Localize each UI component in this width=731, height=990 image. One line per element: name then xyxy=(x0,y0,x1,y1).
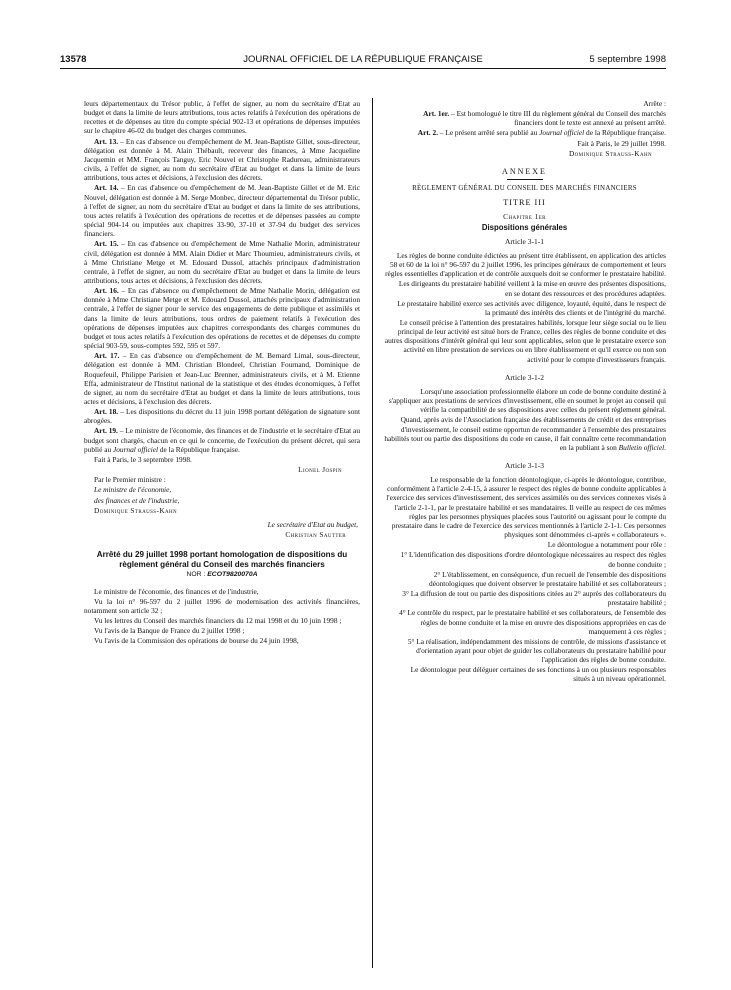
article-19 xyxy=(84,426,360,453)
role-item-2: 2° L'établissement, en conséquence, d'un recueil de l'ensemble des dispositions déontologiques que doivent observer le prestataire habilité et ses collaborateurs ; xyxy=(429,569,666,588)
header-rule xyxy=(60,68,666,69)
role-item-4: 4° Le contrôle du respect, par le prestataire habilité et ses collaborateurs, de l'ensemble des règles de bonne conduite et la mise en œuvre des dispositions appropriées en cas de manquement à ces règles ; xyxy=(399,608,666,636)
article-1 xyxy=(383,109,666,127)
article-text: – En cas d'absence ou d'empêchement de M. Jean-Baptiste Gillet, sous-directeur, délégation est donnée à M. Alain Thébault, receveur des finances, à Mme Jacqueline Jacquemin et MM. François Tanguy, Eric Nouvel et Christophe Radureau, administrateurs civils, à l'effet de signer, au nom du secrétaire d'Etat au budget et dans la limite de leurs attributions, tous actes et décisions, à l'exclusion des décrets. xyxy=(84,136,360,183)
nor-label: NOR : xyxy=(186,571,208,579)
signature-strauss-kahn: Dominique Strauss-Kahn xyxy=(568,148,652,158)
column-divider xyxy=(372,98,373,968)
annexe-rule xyxy=(507,179,543,180)
arrete-heading: Arrêté du 29 juillet 1998 portant homologation de dispositions du règlement général du Conseil des marchés financiers xyxy=(96,550,348,569)
visa-ministre: Le ministre de l'économie, des finances et de l'industrie, xyxy=(94,586,259,596)
role-item-5: 5° La réalisation, indépendamment des missions de contrôle, de missions d'assistance et d'orientation ayant pour objet de guider les collaborateurs du prestataire habilité pour l'application des règles de bonne conduite. xyxy=(407,636,666,665)
article-3-1-1-para: Le conseil précise à l'attention des prestataires habilités, lorsque leur siège social ou le lieu principal de leur activité est situé hors de France, celles des règles de bonne conduite et des autres dispositions d'intérêt général qui leur sont applicables, selon que le prestataire exerce son activité en libre prestation de services ou en libre établissement et qu'il exerce ou non son activité pour le compte d'investisseurs français. xyxy=(384,317,666,364)
visa-cob: Vu l'avis de la Commission des opérations de bourse du 24 juin 1998, xyxy=(94,636,299,646)
titre-heading: TITRE III xyxy=(503,198,546,208)
article-text: de la République française. xyxy=(158,444,240,454)
article-2 xyxy=(383,128,666,137)
page-number: 13578 xyxy=(60,54,87,65)
article-15 xyxy=(84,239,360,285)
visa-banque-france: Vu l'avis de la Banque de France du 2 juillet 1998 ; xyxy=(94,626,245,636)
signature-sautter: Christian Sautter xyxy=(285,530,346,540)
article-text: – En cas d'absence ou d'empêchement de M. Jean-Baptiste Gillet et de M. Eric Nouvel, délégation est donnée à M. Serge Monbec, directeur départemental du Trésor public, à l'effet de signer, au nom du secrétaire d'Etat au budget et dans la limite de ses attributions, tous actes relatifs à l'exécution des opérations de recettes et de dépenses passées au compte spécial 904-14 ou imputées aux chapitres 33-90, 37-10 et 37-94 du budget des services financiers. xyxy=(84,183,360,239)
article-text: – Le présent arrêté sera publié au xyxy=(438,128,540,138)
journal-reference: Journal officiel xyxy=(539,128,585,138)
left-column xyxy=(84,99,360,646)
chapitre-heading: Chapitre 1er xyxy=(503,212,546,222)
article-text: de la République française. xyxy=(584,128,666,138)
article-3-1-1-heading: Article 3-1-1 xyxy=(505,236,544,246)
article-label: Art. 14. xyxy=(94,183,119,193)
article-3-1-2-para: Lorsqu'une association professionnelle élabore un code de bonne conduite destiné à s'appliquer aux prestations de services d'investissement, elle en soumet le projet au conseil qui vérifie la compatibilité de ses dispositions avec celles du présent règlement général. xyxy=(388,386,666,415)
right-column xyxy=(383,99,666,685)
article-text: – En cas d'absence ou d'empêchement de Mme Nathalie Morin, administrateur civil, délégation est donnée à MM. Alain Didier et Marc Thoumieu, administrateurs civils, et à Mme Christiane Metge et M. Edouard Dussol, attachés principaux d'administration centrale, à l'effet de signer, au nom du secrétaire d'Etat au budget et dans la limite de leurs attributions, tous actes et décisions, à l'exclusion des décrets. xyxy=(84,239,360,285)
reglement-heading: RÈGLEMENT GÉNÉRAL DU CONSEIL DES MARCHÉS FINANCIERS xyxy=(412,185,637,193)
article-label: Art. 18. xyxy=(94,407,119,417)
annexe-heading: ANNEXE xyxy=(502,166,547,176)
article-17 xyxy=(84,351,360,406)
ministre-title-line2: des finances et de l'industrie, xyxy=(94,495,180,505)
article-label: Art. 1er. xyxy=(423,109,450,119)
journal-reference: Journal officiel xyxy=(112,444,159,454)
issue-date: 5 septembre 1998 xyxy=(589,54,666,65)
ministre-title-line1: Le ministre de l'économie, xyxy=(94,485,172,495)
article-18 xyxy=(84,407,360,425)
visa-lettres: Vu les lettres du Conseil des marchés financiers du 12 mai 1998 et du 10 juin 1998 ; xyxy=(94,616,342,625)
fait-a-paris: Fait à Paris, le 3 septembre 1998. xyxy=(94,454,192,464)
visa-loi: Vu la loi n° 96-597 du 2 juillet 1996 de modernisation des activités financières, notamment son article 32 ; xyxy=(84,596,360,615)
role-item-1: 1° L'identification des dispositions d'ordre déontologique nécessaires au respect des règles de bonne conduite ; xyxy=(400,550,666,569)
article-label: Art. 19. xyxy=(94,426,118,436)
article-text: – Le ministre de l'économie, des finances et de l'industrie et le secrétaire d'Etat au budget sont chargés, chacun en ce qui le concerne, de l'exécution du présent décret, qui sera publié au xyxy=(84,426,360,454)
paragraph-continued: leurs départementaux du Trésor public, à l'effet de signer, au nom du secrétaire d'Etat au budget et dans la limite de leurs attributions, tous actes relatifs à l'exécution des opérations de recettes et de dépenses au titre du compte spécial 902-13 et opérations de dépenses imputées sur le chapitre 46-02 du budget des charges communes. xyxy=(84,99,360,136)
nor-reference xyxy=(84,570,360,579)
nor-code: ECOT9820070A xyxy=(207,571,258,579)
signature-jospin: Lionel Jospin xyxy=(298,465,342,475)
article-label: Art. 17. xyxy=(94,351,120,361)
article-16 xyxy=(84,286,360,350)
signature-strauss-kahn: Dominique Strauss-Kahn xyxy=(94,505,178,515)
article-text: – En cas d'absence ou d'empêchement de M. Bernard Limal, sous-directeur, délégation est donnée à MM. Christian Blondeel, Christian Fournand, Dominique de Roquefeuil, Philippe Parisien et Jean-Luc Brenner, administrateurs civils, et à M. Etienne Effa, administrateur de l'Institut national de la statistique et des études économiques, à l'effet de signer, au nom du secrétaire d'Etat au budget et dans la limite de leurs attributions, tous actes et décisions, à l'exclusion des décrets. xyxy=(84,351,360,406)
article-label: Art. 13. xyxy=(94,136,119,146)
para-text: . xyxy=(664,442,666,452)
bulletin-reference: Bulletin officiel xyxy=(618,442,665,452)
article-3-1-3-para: Le déontologue a notamment pour rôle : xyxy=(547,540,666,550)
article-14 xyxy=(84,183,360,238)
article-text: – Les dispositions du décret du 11 juin 1998 portant délégation de signature sont abrogées. xyxy=(84,407,360,426)
article-13 xyxy=(84,137,360,183)
article-label: Art. 2. xyxy=(417,128,438,138)
article-3-1-1-para: Le prestataire habilité exerce ses activités avec diligence, loyauté, équité, dans le respect de la primauté des intérêts des clients et de l'intégrité du marché. xyxy=(397,298,666,317)
journal-title: JOURNAL OFFICIEL DE LA RÉPUBLIQUE FRANÇAISE xyxy=(243,54,483,65)
article-3-1-3-para: Le déontologue peut déléguer certaines de ses fonctions à un ou plusieurs responsables situés à un niveau opérationnel. xyxy=(410,665,666,684)
article-3-1-3-heading: Article 3-1-3 xyxy=(505,461,544,470)
article-3-1-2-heading: Article 3-1-2 xyxy=(505,372,544,382)
article-3-1-1-para: Les dirigeants du prestataire habilité veillent à la mise en œuvre des présentes dispositions, en se dotant des ressources et des procédures adaptées. xyxy=(398,279,666,298)
article-label: Art. 16. xyxy=(94,286,119,296)
par-premier-ministre: Par le Premier ministre : xyxy=(94,475,166,485)
article-text: – Est homologué le titre III du règlement général du Conseil des marchés financiers dont le texte est annexé au présent arrêté. xyxy=(449,109,666,128)
role-item-3: 3° La diffusion de tout ou partie des dispositions citées au 2° auprès des collaborateurs du prestataire habilité ; xyxy=(402,589,666,608)
secretaire-title: Le secrétaire d'Etat au budget, xyxy=(267,519,358,529)
para-text: Quand, après avis de l'Association française des établissements de crédit et des entreprises d'investissement, le conseil estime opportun de recommander à l'ensemble des prestataires habilités tout ou partie des dispositions du code en cause, il fait connaître cette recommandation en la publiant à son xyxy=(384,415,666,452)
article-label: Art. 15. xyxy=(94,239,119,249)
article-text: – En cas d'absence ou d'empêchement de Mme Nathalie Morin, délégation est donnée à Mme Christiane Metge et M. Edouard Dussol, attachés principaux d'administration centrale, à l'effet de signer pour le service des engagements de dette publique et assimilés et dans la limite de leurs attributions, tous ordres de paiement relatifs à l'exécution des opérations de dépenses imputées aux chapitres correspondants des charges communes du budget et tous actes relatifs à l'exécution des opérations de recettes et de dépenses du compte spécial 903-59, sous-comptes 592, 595 et 597. xyxy=(84,286,360,351)
article-3-1-3-para: Le responsable de la fonction déontologique, ci-après le déontologue, contribue, conformément à l'article 2-4-15, à assurer le respect des règles de bonne conduite applicables à l'exercice des services d'investissement, des services assimilés ou des services connexes visés à l'article 2-1-1, par le prestataire habilité et ses mandataires. Il veille au respect de ces mêmes règles par les personnes physiques placées sous l'autorité ou agissant pour le compte du prestataire dans le cadre de l'exercice des services mentionnés à l'article 2-1-1. Ces personnes physiques sont dénommées ci-après « collaborateurs ». xyxy=(386,475,666,540)
article-3-1-1-para: Les règles de bonne conduite édictées au présent titre établissent, en application des articles 58 et 60 de la loi n° 96-597 du 2 juillet 1996, les principes généraux de comportement et leurs règles essentielles d'application et de contrôle auxquels doit se conformer le prestataire habilité. xyxy=(385,250,666,279)
arrete-label: Arrête : xyxy=(643,99,666,108)
fait-a-paris: Fait à Paris, le 29 juillet 1998. xyxy=(577,138,666,148)
article-3-1-2-para xyxy=(383,415,666,452)
dispositions-heading: Dispositions générales xyxy=(481,222,568,232)
